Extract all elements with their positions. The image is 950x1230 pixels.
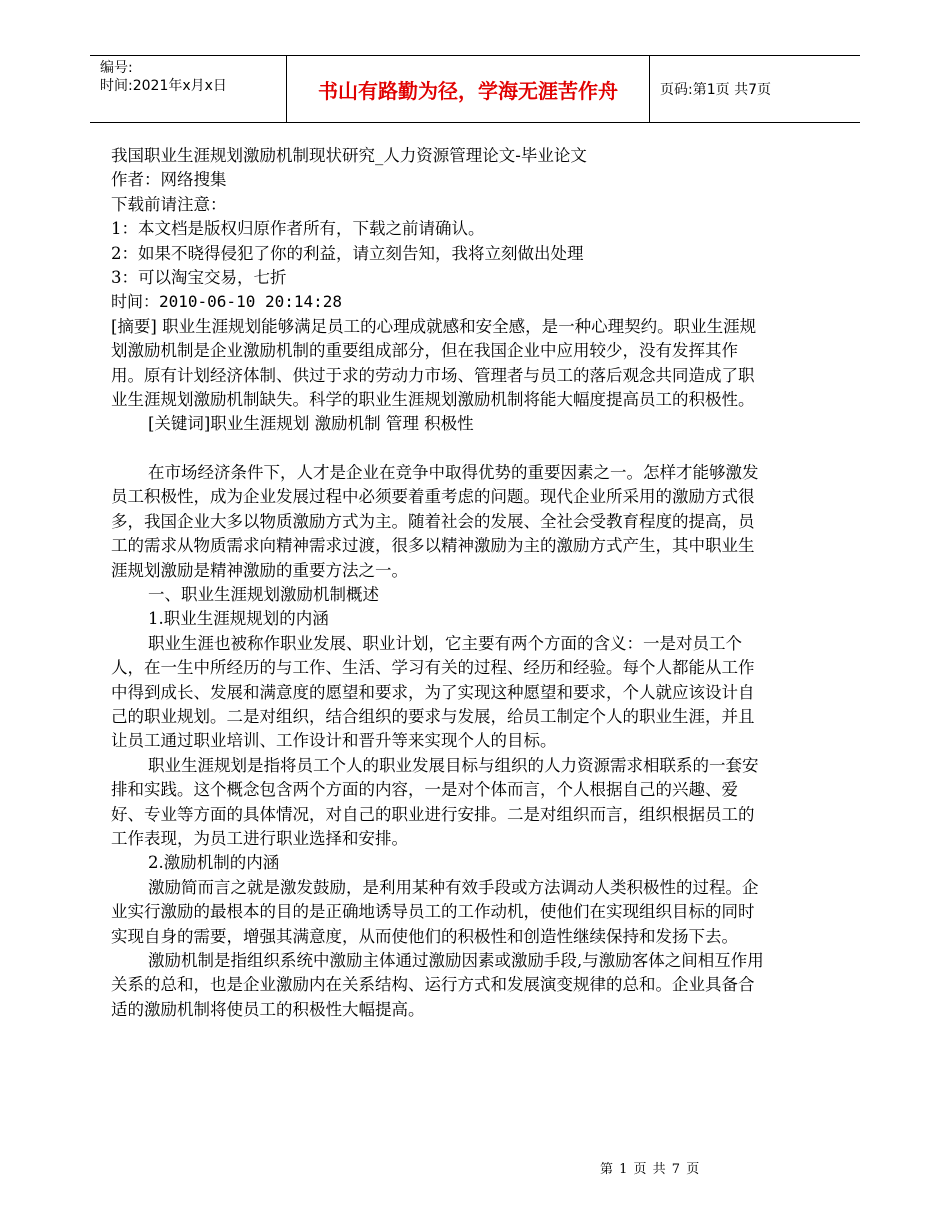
abstract: [摘要] 职业生涯规划能够满足员工的心理成就感和安全感，是一种心理契约。职业生涯规划激励机制是企业激励机制的重要组成部分，但在我国企业中应用较少，没有发挥其作用。原有计划经济体制、供过于求的劳动力市场、管理者与员工的落后观念共同造成了职业生涯规划激励机制缺失。科学的职业生涯规划激励机制将能大幅度提高员工的积极性。 bbox=[111, 316, 757, 410]
page-footer: 第 1 页 共 7 页 bbox=[600, 1162, 701, 1177]
number-label: 编号: bbox=[100, 60, 133, 76]
notice-title: 下载前请注意： bbox=[111, 194, 227, 214]
doc-time: 时间：2010-06-10 20:14:28 bbox=[111, 292, 343, 312]
header-page-info: 页码:第1页 共7页 bbox=[660, 82, 771, 98]
doc-title: 我国职业生涯规划激励机制现状研究_人力资源管理论文-毕业论文 bbox=[111, 146, 587, 165]
subsection-heading: 1.职业生涯规规划的内涵 bbox=[148, 609, 329, 629]
header-meta bbox=[90, 56, 287, 122]
header-motto: 书山有路勤为径，学海无涯苦作舟 bbox=[287, 56, 650, 122]
time-label: 时间:2021年x月x日 bbox=[100, 78, 227, 94]
keywords: [关键词]职业生涯规划 激励机制 管理 积极性 bbox=[148, 414, 474, 434]
paragraph: 激励机制是指组织系统中激励主体通过激励因素或激励手段,与激励客体之间相互作用关系的总和，也是企业激励内在关系结构、运行方式和发展演变规律的总和。企业具备合适的激励机制将使员工的积极性大幅提高。 bbox=[111, 951, 764, 1019]
page-header bbox=[90, 55, 860, 123]
section-heading: 一、职业生涯规划激励机制概述 bbox=[148, 584, 379, 604]
paragraph: 职业生涯也被称作职业发展、职业计划，它主要有两个方面的含义：一是对员工个人，在一生中所经历的与工作、生活、学习有关的过程、经历和经验。每个人都能从工作中得到成长、发展和满意度的愿望和要求，为了实现这种愿望和要求，个人就应该设计自己的职业规划。二是对组织，结合组织的要求与发展，给员工制定个人的职业生涯，并且让员工通过职业培训、工作设计和晋升等来实现个人的目标。 bbox=[111, 633, 755, 751]
paragraph: 职业生涯规划是指将员工个人的职业发展目标与组织的人力资源需求相联系的一套安排和实践。这个概念包含两个方面的内容，一是对个体而言，个人根据自己的兴趣、爱好、专业等方面的具体情况，对自己的职业进行安排。二是对组织而言，组织根据员工的工作表现，为员工进行职业选择和安排。 bbox=[111, 755, 759, 848]
document-body bbox=[111, 144, 766, 1022]
blank-line bbox=[111, 437, 766, 461]
subsection-heading: 2.激励机制的内涵 bbox=[148, 853, 280, 873]
paragraph: 激励简而言之就是激发鼓励，是利用某种有效手段或方法调动人类积极性的过程。企业实行激励的最根本的目的是正确地诱导员工的工作动机，使他们在实现组织目标的同时实现自身的需要，增强其满意度，从而使他们的积极性和创造性继续保持和发扬下去。 bbox=[111, 877, 759, 946]
notice-item: 3：可以淘宝交易，七折 bbox=[111, 268, 287, 288]
notice-item: 1：本文档是版权归原作者所有，下载之前请确认。 bbox=[111, 219, 485, 239]
notice-item: 2：如果不晓得侵犯了你的利益，请立刻告知，我将立刻做出处理 bbox=[111, 243, 584, 263]
intro-paragraph: 在市场经济条件下，人才是企业在竞争中取得优势的重要因素之一。怎样才能够激发员工积极性，成为企业发展过程中必须要着重考虑的问题。现代企业所采用的激励方式很多，我国企业大多以物质激励方式为主。随着社会的发展、全社会受教育程度的提高，员工的需求从物质需求向精神需求过渡，很多以精神激励为主的激励方式产生，其中职业生涯规划激励是精神激励的重要方法之一。 bbox=[111, 462, 759, 580]
doc-author: 作者：网络搜集 bbox=[111, 170, 227, 190]
